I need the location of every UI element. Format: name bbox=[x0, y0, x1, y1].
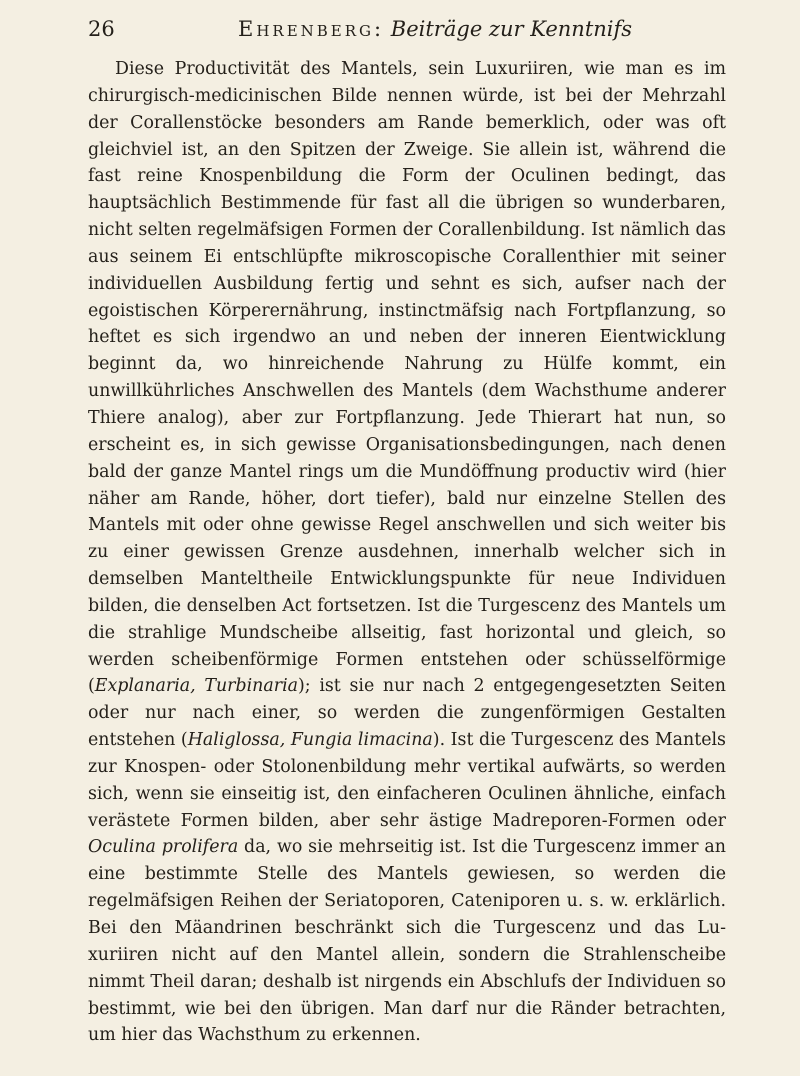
page-number: 26 bbox=[88, 17, 115, 41]
text-segment-4: da, wo sie mehrseitig ist. Ist die Turgescenz immer an eine bestimmte Stelle des Mantels gewiesen, so werden die regelmäfsigen Reihen der Seriatoporen, Cateniporen u. s. w. erklärlich. Bei den Mäandrinen beschränkt sich die Turgescenz und das Luxuriiren nicht auf den Mantel allein, sondern die Strahlenscheibe nimmt Theil daran; deshalb ist nirgends ein Abschlufs der Individuen so bestimmt, wie bei den übrigen. Man darf nur die Ränder betrachten, um hier das Wachsthum zu erkennen. bbox=[88, 837, 726, 1046]
text-segment-3: ). Ist die Turgescenz des Mantels zur Knospen- oder Stolonenbildung mehr vertikal aufwärts, so werden sich, wenn sie einseitig ist, den einfacheren Oculinen ähnliche, einfach verästete Formen bilden, aber sehr ästige Madreporen-Formen oder bbox=[88, 730, 726, 831]
body-paragraph bbox=[88, 56, 726, 1049]
species-name-oculina-prolifera: Oculina prolifera bbox=[88, 837, 239, 858]
author-name: Ehrenberg: bbox=[238, 17, 385, 41]
text-segment-1: Diese Productivität des Mantels, sein Luxuriiren, wie man es im chirurgisch-medicinischen Bilde nennen würde, ist bei der Mehrzahl der Corallenstöcke besonders am Rande bemerklich, oder was oft gleichviel ist, an den Spitzen der Zweige. Sie allein ist, während die fast reine Knospenbildung die Form der Oculinen bedingt, das hauptsächlich Bestimmende für fast all die übrigen so wunderbaren, nicht selten regelmäfsigen Formen der Corallenbildung. Ist nämlich das aus seinem Ei entschlüpfte mikroscopische Corallenthier mit seiner individuellen Ausbildung fertig und sehnt es sich, aufser nach der egoistischen Körperernährung, instinctmäfsig nach Fortpflanzung, so heftet es sich irgendwo an und neben der inneren Eientwicklung beginnt da, wo hinreichende Nahrung zu Hülfe kommt, ein unwillkührliches Anschwellen des Mantels (dem Wachsthume anderer Thiere analog), aber zur Fortpflanzung. Jede Thierart hat nun, so erscheint es, in sich gewisse Organisationsbedingungen, nach denen bald der ganze Mantel rings um die Mundöffnung productiv wird (hier näher am Rande, höher, dort tiefer), bald nur einzelne Stellen des Mantels mit oder ohne gewisse Regel anschwellen und sich weiter bis zu einer gewissen Grenze ausdehnen, innerhalb welcher sich in demselben Manteltheile Entwicklungspunkte für neue Individuen bilden, die denselben Act fortsetzen. Ist die Turgescenz des Mantels um die strahlige Mundscheibe allseitig, fast horizontal und gleich, so werden scheibenförmige Formen entstehen oder schüsselförmige ( bbox=[88, 59, 726, 697]
genus-names-haliglossa-fungia: Haliglossa, Fungia limacina bbox=[187, 730, 433, 751]
running-title bbox=[238, 14, 632, 44]
running-header bbox=[88, 14, 728, 44]
genus-names-explanaria-turbinaria: Explanaria, Turbinaria bbox=[94, 676, 298, 697]
book-title: Beiträge zur Kenntnifs bbox=[390, 17, 633, 41]
text-segment-2: ); ist sie nur nach 2 entgegengesetzten Seiten oder nur nach einer, so werden die zungenförmigen Gestalten entstehen ( bbox=[88, 676, 726, 751]
